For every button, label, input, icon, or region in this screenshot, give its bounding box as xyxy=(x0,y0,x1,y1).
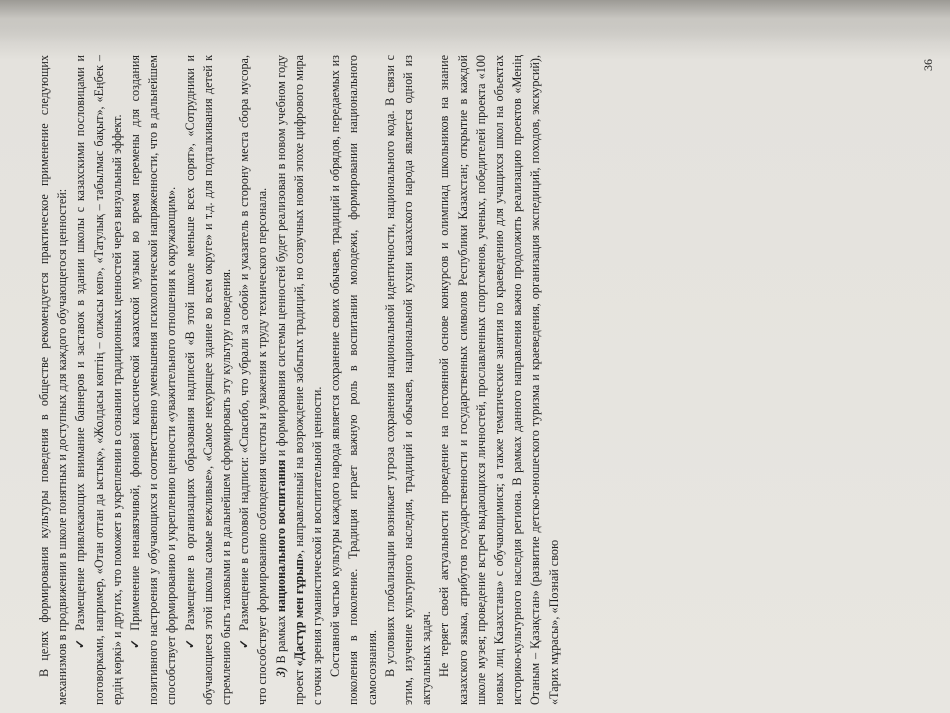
check-mark-icon: ✓ xyxy=(182,638,197,649)
check-mark-icon: ✓ xyxy=(128,638,143,649)
paragraph-globalization: В условиях глобализации возникает угроза сохранения национальной идентичности, национального кода. В связи с этим, изучение культурного наследия, традиций и обычаев, национальной кухни казахского народа является одной из актуальных задач. xyxy=(382,55,434,705)
paragraph-traditions: Составной частью культуры каждого народа является сохранение своих обычаев, традиций и обрядов, передаемых из поколения в поколение. Традиция играет важную роль в воспитании молодежи, формировании национального самосознания. xyxy=(328,55,379,705)
paragraph-banners xyxy=(71,55,126,705)
paragraph-canteen-text: Размещение в столовой надписи: «Спасибо, что убрали за собой» и указатель в сторону места сбора мусора, что способствует формированию соблюдения чистоты и уважения к труду технического персонала. xyxy=(237,55,270,705)
national-education-bold: национального воспитания xyxy=(273,459,288,613)
paper-top-edge-shadow xyxy=(0,0,950,42)
check-mark-icon: ✓ xyxy=(237,638,252,649)
paragraph-national-education-part-a: В рамках xyxy=(273,615,288,664)
paragraph-intro: В целях формирования культуры поведения в обществе рекомендуется практическое применение следующих механизмов в продвижении в школе понятных и доступных для каждого обучающегося ценностей: xyxy=(37,55,70,705)
paragraph-music-text: Применение ненавязчивой, фоновой классической казахской музыки во время перемены для создания позитивного настроения у обучающихся и соответственно уменьшения психологической напряженности, что в дальнейшем способствует формированию и укреплению ценности «уважительного отношения к окружающим». xyxy=(128,55,179,705)
document-page xyxy=(35,55,935,705)
section-number: 3) xyxy=(273,666,288,677)
paragraph-national-education xyxy=(272,55,327,705)
check-mark-icon: ✓ xyxy=(73,638,88,649)
paragraph-banners-text: Размещение привлекающих внимание баннеров и заставок в здании школы с казахскими пословицами и поговорками, например, «Отан оттан да ыстық», «Жолдасы көптің – олжасы көп», «Татулық – табылмас бақыт», «Еңбек – ердің көркі» и других, что поможет в укреплении в сознании традиционных ценностей через визуальный эффект. xyxy=(73,55,124,705)
paragraph-national-education-part-c: , направленный на возрождение забытых традиций, но созвучных новой эпохе цифрового мира с точки зрения гуманистической и воспитательной ценности. xyxy=(291,55,325,705)
paragraph-olympiads: Не теряет своей актуальности проведение на постоянной основе конкурсов и олимпиад школьников на знание казахского языка, атрибутов государственности и государственных символов Республики Казахстан; открытие в каждой школе музея; проведение встреч выдающихся личностей, прославленных спортсменов, ученых, победителей проекта «100 новых лиц Казахстана» с обучающимися; а также тематические занятия по краеведению для учащихся школ на объектах историко-культурного наследия региона. В рамках данного направления важно продолжить реализацию проектов «Менің Отаным – Қазақстан» (развитие детско-юношеского туризма и краеведения, организация экспедиций, походов, экскурсий), «Тарих мұрасы», «Познай свою xyxy=(437,55,561,705)
paragraph-national-education-part-b: и формирования системы ценностей будет реализован в новом учебном году проект xyxy=(273,55,306,705)
paragraph-signs xyxy=(181,55,236,705)
page-number: 36 xyxy=(920,59,935,71)
paragraph-music xyxy=(126,55,181,705)
project-name: «Дастүр мен ғұрып» xyxy=(291,553,306,667)
paragraph-signs-text: Размещение в организациях образования надписей «В этой школе меньше всех сорят», «Сотрудники и обучающиеся этой школы самые вежливые», «Самое некурящее здание во всем округе» и т.д. для подталкивания детей к стремлению быть таковыми и в дальнейшем сформировать эту культуру поведения. xyxy=(182,55,234,705)
paragraph-canteen xyxy=(235,55,271,705)
